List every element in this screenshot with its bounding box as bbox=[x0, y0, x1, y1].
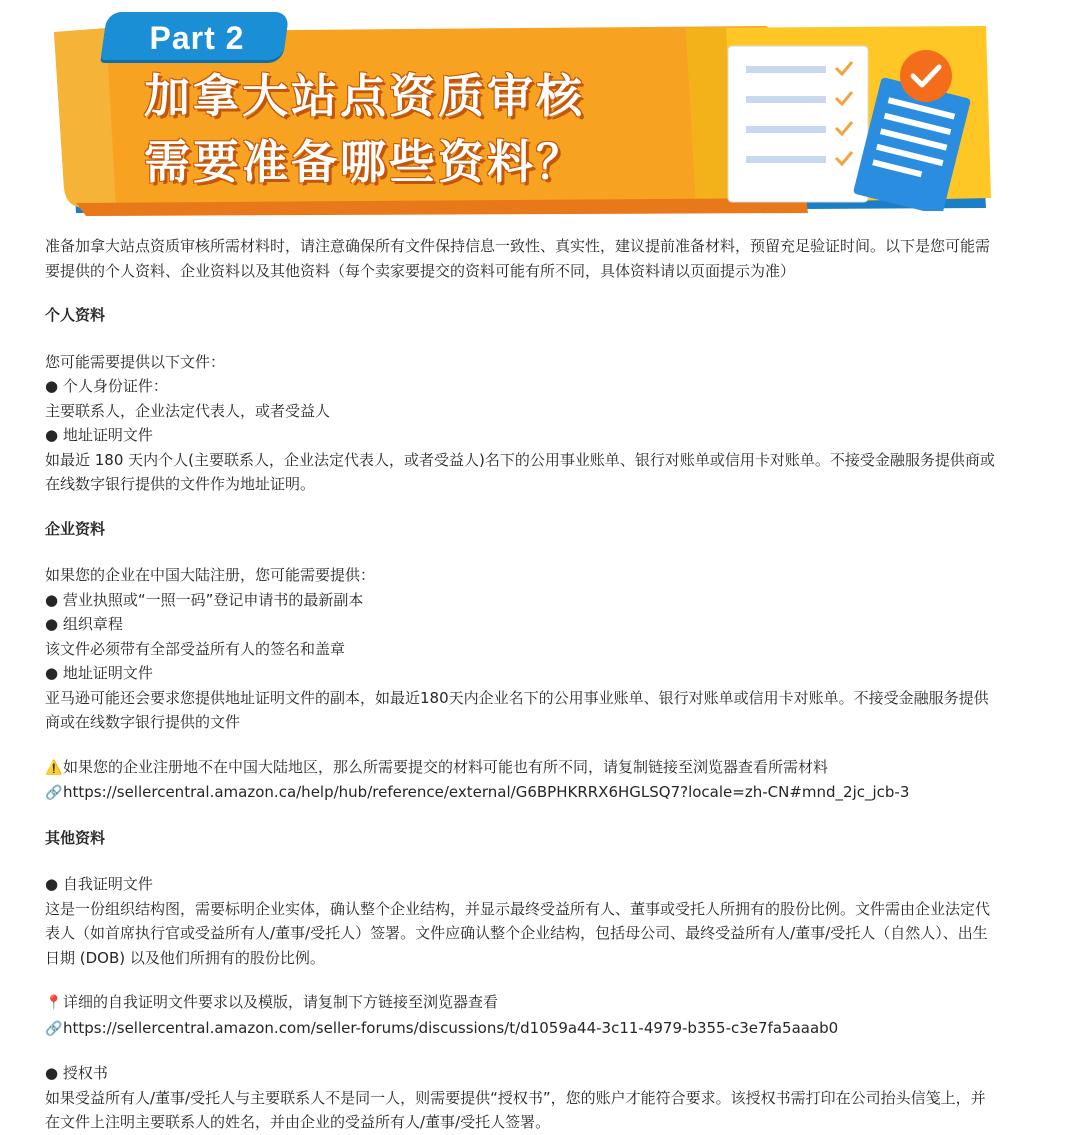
personal-item-address-desc: 如最近 180 天内个人(主要联系人，企业法定代表人，或者受益人)名下的公用事业账单、银行对账单或信用卡对账单。不接受金融服务提供商或在线数字银行提供的文件作为地址证明。 bbox=[45, 450, 995, 493]
banner-title-line1: 加拿大站点资质审核 bbox=[144, 69, 585, 123]
company-link[interactable]: https://sellercentral.amazon.ca/help/hub/reference/external/G6BPHKRRX6HGLSQ7?locale=zh-CN#mnd_2jc_jcb-3 bbox=[63, 783, 910, 801]
company-link-line bbox=[45, 780, 1000, 806]
company-item-articles-desc: 该文件必须带有全部受益所有人的签名和盖章 bbox=[45, 639, 346, 658]
other-item-self-cert: ● 自我证明文件 bbox=[45, 875, 153, 893]
company-lead: 如果您的企业在中国大陆注册，您可能需要提供： bbox=[45, 566, 376, 584]
company-warning bbox=[45, 755, 1000, 781]
personal-lead: 您可能需要提供以下文件： bbox=[45, 352, 226, 371]
other-item-self-cert-desc: 这是一份组织结构图，需要标明企业实体，确认整个企业结构，并显示最终受益所有人、董事或受托人所拥有的股份比例。文件需由企业法定代表人（如首席执行官或受益所有人/董事/受托人）签署。文件应确认整个企业结构，包括母公司、最终受益所有人/董事/受托人（自然人）、出生日期 (DOB) 以及他们所拥有的股份比例。 bbox=[45, 899, 991, 967]
section-heading-personal: 个人资料 bbox=[45, 306, 106, 324]
personal-item-address: ● 地址证明文件 bbox=[45, 426, 153, 444]
company-item-address: ● 地址证明文件 bbox=[45, 664, 153, 682]
link-icon: 🔗 bbox=[45, 1020, 63, 1037]
document-icon bbox=[686, 26, 986, 211]
other-link[interactable]: https://sellercentral.amazon.com/seller-forums/discussions/t/d1059a44-3c11-4979-b355-c3e7fa5aaab0 bbox=[63, 1018, 839, 1037]
article-body bbox=[45, 234, 1000, 1135]
company-item-license: ● 营业执照或“一照一码”登记申请书的最新副本 bbox=[45, 590, 364, 609]
other-link-line bbox=[45, 1016, 1000, 1042]
other-item-authorization-desc: 如果受益所有人/董事/受托人与主要联系人不是同一人，则需要提供“授权书”，您的账户才能符合要求。该授权书需打印在公司抬头信笺上，并在文件上注明主要联系人的姓名，并由企业的受益所有人/董事/受托人签署。 bbox=[45, 1088, 986, 1131]
banner bbox=[46, 8, 992, 218]
company-item-address-desc: 亚马逊可能还会要求您提供地址证明文件的副本，如最近180天内企业名下的公用事业账单、银行对账单或信用卡对账单。不接受金融服务提供商或在线数字银行提供的文件 bbox=[45, 688, 989, 731]
part-label: Part 2 bbox=[149, 20, 245, 56]
other-note bbox=[45, 990, 1000, 1016]
link-icon: 🔗 bbox=[45, 785, 63, 801]
company-item-articles: ● 组织章程 bbox=[45, 615, 123, 633]
warning-icon: ⚠️ bbox=[45, 759, 63, 776]
company-warning-text: 如果您的企业注册地不在中国大陆地区，那么所需要提交的材料可能也有所不同，请复制链接至浏览器查看所需材料 bbox=[63, 757, 829, 776]
banner-title-line2: 需要准备哪些资料？ bbox=[144, 135, 585, 189]
section-heading-other: 其他资料 bbox=[45, 828, 106, 847]
section-heading-company: 企业资料 bbox=[45, 519, 106, 538]
other-item-authorization: ● 授权书 bbox=[45, 1064, 108, 1082]
intro-paragraph: 准备加拿大站点资质审核所需材料时，请注意确保所有文件保持信息一致性、真实性，建议提前准备材料，预留充足验证时间。以下是您可能需要提供的个人资料、企业资料以及其他资料（每个卖家要提交的资料可能有所不同，具体资料请以页面提示为准） bbox=[45, 237, 991, 280]
personal-item-id: ● 个人身份证件： bbox=[45, 377, 168, 395]
personal-item-id-desc: 主要联系人，企业法定代表人，或者受益人 bbox=[45, 401, 331, 420]
other-note-text: 详细的自我证明文件要求以及模版，请复制下方链接至浏览器查看 bbox=[63, 993, 499, 1011]
pin-icon: 📍 bbox=[45, 995, 63, 1011]
